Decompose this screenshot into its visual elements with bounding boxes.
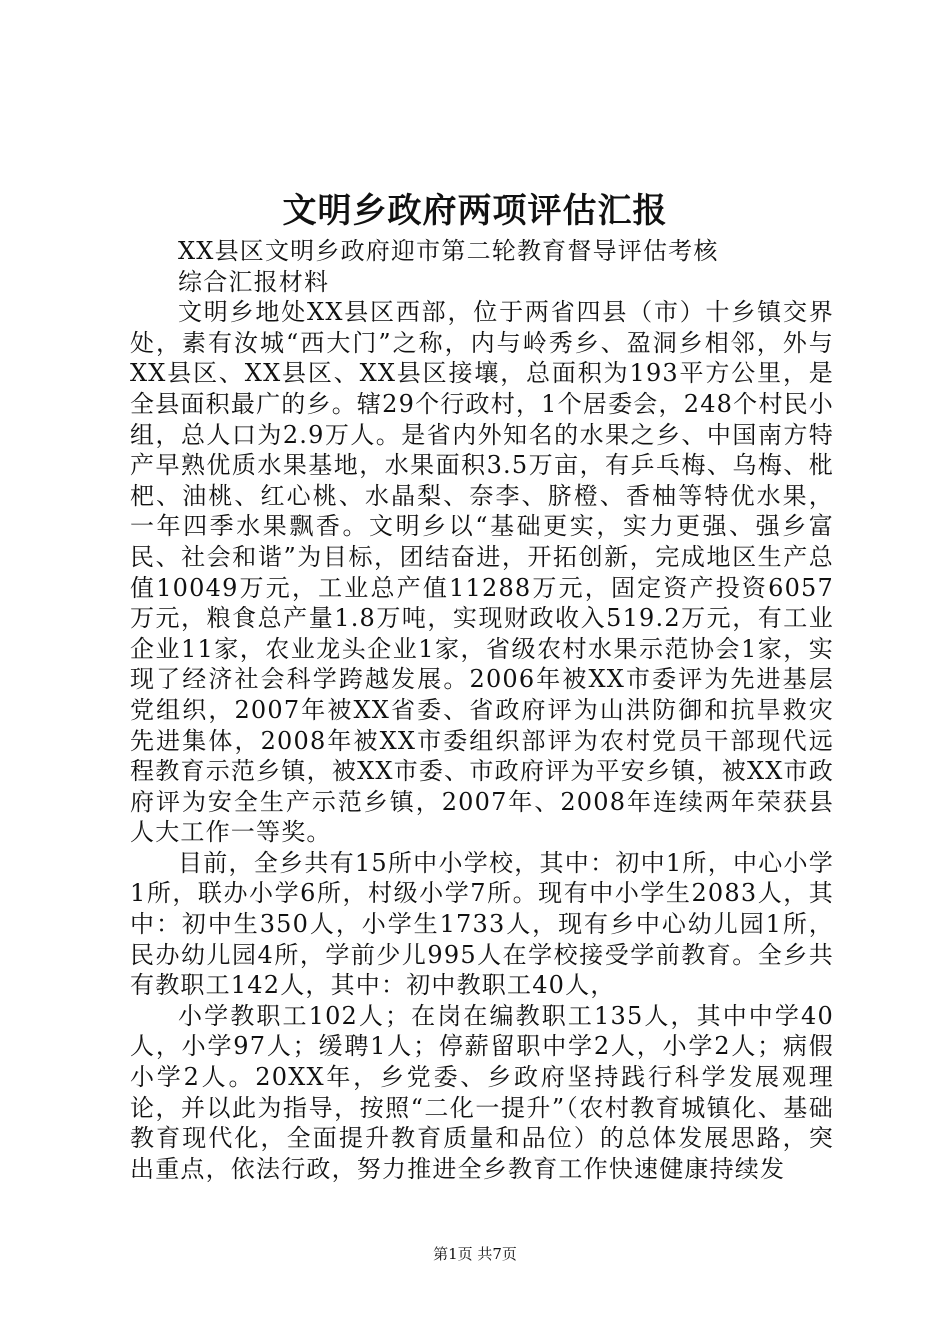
subtitle-line-1: XX县区文明乡政府迎市第二轮教育督导评估考核 bbox=[178, 237, 719, 265]
paragraph-overview: 文明乡地处XX县区西部，位于两省四县（市）十乡镇交界处，素有汝城“西大门”之称，内与岭秀乡、盈洞乡相邻，外与XX县区、XX县区、XX县区接壤，总面积为193平方公里，是全县面积最广的乡。辖29个行政村，1个居委会，248个村民小组，总人口为2.9万人。是省内外知名的水果之乡、中国南方特产早熟优质水果基地，水果面积3.5万亩，有乒乓梅、乌梅、枇杷、油桃、红心桃、水晶梨、奈李、脐橙、香柚等特优水果，一年四季水果飘香。文明乡以“基础更实，实力更强、强乡富民、社会和谐”为目标，团结奋进，开拓创新，完成地区生产总值10049万元，工业总产值11288万元，固定资产投资6057万元，粮食总产量1.8万吨，实现财政收入519.2万元，有工业企业11家，农业龙头企业1家，省级农村水果示范协会1家，实现了经济社会科学跨越发展。2006年被XX市委评为先进基层党组织，2007年被XX省委、省政府评为山洪防御和抗旱救灾先进集体，2008年被XX市委组织部评为农村党员干部现代远程教育示范乡镇，被XX市委、市政府评为平安乡镇，被XX市政府评为安全生产示范乡镇，2007年、2008年连续两年荣获县人大工作一等奖。 bbox=[130, 298, 834, 847]
document-title: 文明乡政府两项评估汇报 bbox=[282, 191, 668, 231]
paragraph-schools: 目前，全乡共有15所中小学校，其中：初中1所，中心小学1所，联办小学6所，村级小学7所。现有中小学生2083人，其中：初中生350人，小学生1733人，现有乡中心幼儿园1所，民办幼儿园4所，学前少儿995人在学校接受学前教育。全乡共有教职工142人，其中：初中教职工40人， bbox=[130, 848, 834, 1000]
subtitle-line-2: 综合汇报材料 bbox=[178, 267, 330, 296]
paragraph-staff: 小学教职工102人；在岗在编教职工135人，其中中学40人，小学97人；缓聘1人；停薪留职中学2人，小学2人；病假小学2人。20XX年，乡党委、乡政府坚持践行科学发展观理论，并以此为指导，按照“二化一提升”（农村教育城镇化、基础教育现代化，全面提升教育质量和品位）的总体发展思路，突出重点，依法行政，努力推进全乡教育工作快速健康持续发 bbox=[130, 1001, 834, 1183]
document-body bbox=[130, 236, 834, 1184]
page-number-footer: 第1页 共7页 bbox=[433, 1245, 517, 1263]
